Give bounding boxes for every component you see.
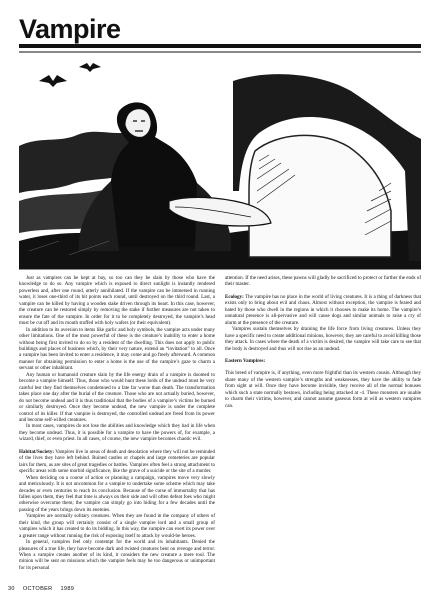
body-paragraph: In general, vampires feel only contempt for the world and its inhabitants. Denied the pleasures of a true life, they have become dark and twisted creatures bent on revenge and terror. When a vampire creates another of its kind, it considers the new creature a mere tool. The minion will be sent on missions which the vampire feels may be too dangerous or unimportant for its personal (19, 539, 215, 571)
body-paragraph: Just as vampires can be kept at bay, so too can they be slain by those who have the knowledge to do so. Any vampire which is exposed to direct sunlight is instantly rendered powerless and, after one round, utterly annihilated. If the vampire can be immersed in running water, it loses one-third of its hit points each round, until destroyed on the third round. Last, a vampire can be killed by having a wooden stake driven through its heart. In this case, however, the creature can be restored simply by removing the stake if further measures are not taken to ensure the fate of the vampire. In order for it to be completely destroyed, the vampire’s head must be cut off and its mouth stuffed with holy wafers (or their equivalent). (19, 275, 215, 327)
text-column-left (19, 275, 215, 571)
text-column-right (225, 275, 421, 409)
body-paragraph: This breed of vampire is, if anything, even more frightful than its western cousin. Although they share many of the western vampire’s strengths and weaknesses, they have the ability to fade from sight at will. Once they have become invisible, they receive all of the normal bonuses which such a state normally bestows, including being attacked at -4. These monsters are unable to charm their victims, however, and cannot assume gaseous form at will as western vampires can. (225, 370, 421, 409)
ecology-text: The vampire has no place in the world of living creatures. It is a thing of darkness that exists only to bring about evil and chaos. Almost without exception, the vampire is feared and hated by those who dwell in the regions in which it chooses to make its home. The vampire’s unnatural presence is all-pervasive and will cause dogs and similar animals to raise a cry of alarm at the presence of the creature. (225, 293, 421, 326)
page-folio (8, 586, 82, 592)
body-paragraph: Any human or humanoid creature slain by the life energy drain of a vampire is doomed to become a vampire himself. Thus, those who would hunt these lords of the undead must be very careful lest they find themselves condemned to a fate far worse than death. The transformation takes place one day after the burial of the creature. Those who are not actually buried, however, do not become undead and it is thus traditional that the bodies of a vampire’s victims be burned or similarly destroyed. Once they become undead, the new vampire is under the complete control of its killer. If that vampire is destroyed, the controlled undead are freed from its power and become self-willed creatures. (19, 371, 215, 423)
body-paragraph: In addition to its aversion to items like garlic and holy symbols, the vampire acts under many other limitations. One of the most powerful of these is the creature’s inability to enter a home without being first invited to do so by a resident of the dwelling. This does not apply to public buildings and places of business which, by their very nature, extend an “invitation” to all. Once a vampire has been invited to enter a residence, it may come and go freely afterward. A common manner for obtaining permission to enter a home is the use of the vampire’s gaze to charm a servant or other inhabitant. (19, 326, 215, 372)
habitat-text: Vampires live in areas of death and desolation where they will not be reminded of the lives they have left behind. Ruined castles or chapels and large cemeteries are popular lairs for them, as are sites of great tragedies or battles. Vampires often feel a strong attachment to specific areas with some morbid significance, like the grave of a suicide or the site of a murder. (19, 448, 215, 475)
body-paragraph: When deciding on a course of action or planning a campaign, vampires move very slowly and meticulously. It is not uncommon for a vampire to undertake some scheme which may take decades or even centuries to reach its conclusion. Because of the curse of immortality that has fallen upon them, they feel that time is always on their side and will often defeat foes who might otherwise overcome them; the vampire can simply go into hiding for a few decades until the passing of the years brings down its enemies. (19, 474, 215, 513)
body-paragraph: In most cases, vampires do not lose the abilities and knowledge which they had in life when they become undead. Thus, it is possible for a vampire to have the powers of, for example, a wizard, thief, or even priest. In all cases, of course, the new vampire becomes chaotic evil. (19, 423, 215, 443)
body-paragraph: Vampires are normally solitary creatures. When they are found in the company of others of their kind, the group will certainly consist of a single vampire lord and a small group of vampires which it has created to do its bidding. In this way, the vampire can exert its power over a greater range without running the risk of exposing itself to attack by would-be heroes. (19, 513, 215, 539)
issue-year: 1989 (60, 586, 75, 592)
article-title: Vampire (19, 14, 121, 44)
ecology-section (225, 294, 421, 326)
vampire-lair-illustration (19, 51, 421, 270)
habitat-section (19, 449, 215, 475)
eastern-heading: Eastern Vampires: (225, 357, 266, 364)
issue-month: OCTOBER (22, 586, 53, 592)
body-paragraph: Vampires sustain themselves by draining the life force from living creatures. Unless they have a specific need to create additional minions, however, they are careful to avoid killing those they attack. In cases where the death of a victim is desired, the vampire will take care to see that the body is destroyed and thus will not rise as an undead. (225, 326, 421, 352)
page-number: 30 (8, 586, 15, 592)
habitat-heading: Habitat/Society: (19, 448, 55, 455)
title-rule (19, 44, 421, 48)
body-paragraph: attention. If the need arises, these pawns will gladly be sacrificed to protect or further the ends of their master. (225, 275, 421, 288)
ecology-heading: Ecology: (225, 293, 244, 300)
